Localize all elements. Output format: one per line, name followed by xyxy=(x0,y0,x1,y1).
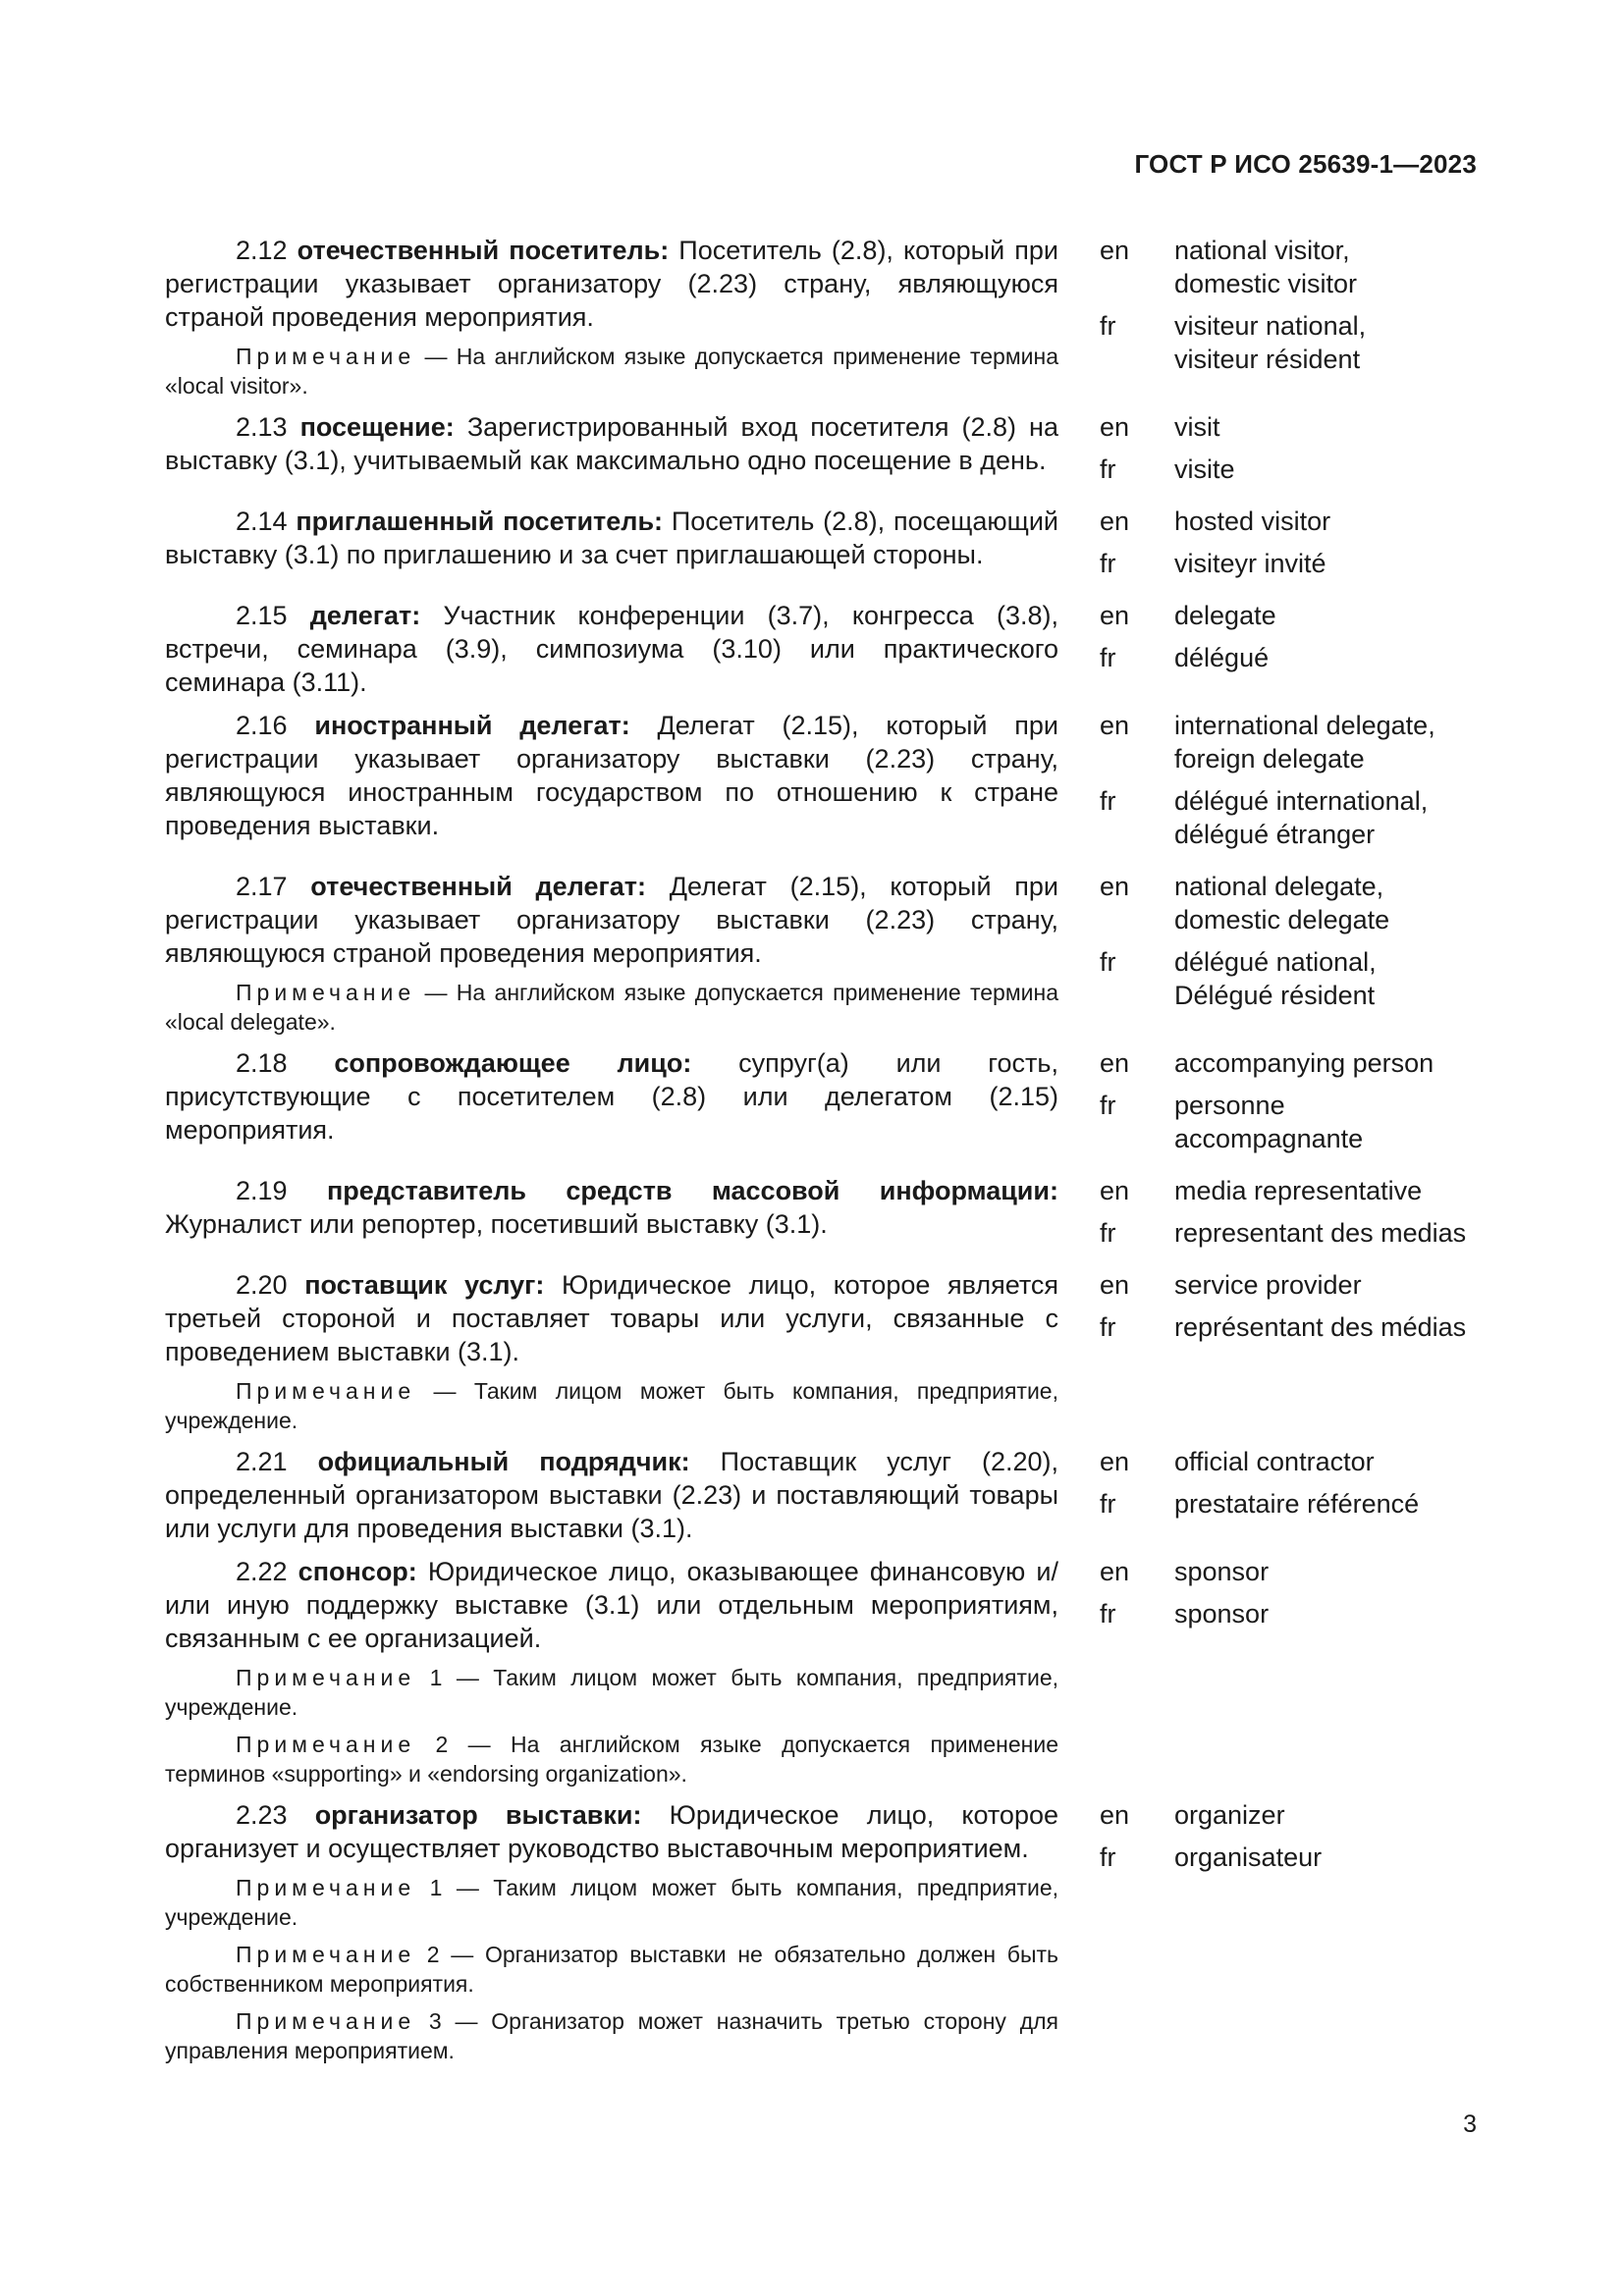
term-definition xyxy=(165,870,1058,970)
equivalent-fr xyxy=(1100,1089,1481,1155)
equivalent-terms xyxy=(1174,1487,1481,1521)
definition-text: Журналист или репортер, посетивший выставку (3.1). xyxy=(165,1209,828,1239)
term-definition-block xyxy=(165,505,1058,571)
term-entry xyxy=(165,1555,1481,1789)
equivalent-en xyxy=(1100,870,1481,936)
term-name: приглашенный посетитель: xyxy=(296,507,664,536)
term-definition xyxy=(165,1798,1058,1865)
language-code: en xyxy=(1100,1447,1130,1476)
equivalent-terms xyxy=(1174,599,1481,632)
term-entry xyxy=(165,1798,1481,2065)
term-name: иностранный делегат: xyxy=(314,711,630,740)
term-note xyxy=(165,1376,1058,1435)
equivalent-fr xyxy=(1100,1841,1481,1874)
note-text: 2 — На английском языке допускается применение терминов «supporting» и «endorsing organization». xyxy=(165,1732,1058,1787)
term-name: делегат: xyxy=(309,601,421,630)
definition-text: Посетитель (2.8), посещающий выставку (3.1) по приглашению и за счет приглашающей стороны. xyxy=(165,507,1058,569)
term-note xyxy=(165,2006,1058,2065)
equivalent-terms xyxy=(1174,1555,1481,1588)
equivalent-term: délégué étranger xyxy=(1174,820,1376,849)
note-label: Примечание xyxy=(236,1732,416,1757)
language-code: fr xyxy=(1100,311,1116,341)
note-label: Примечание xyxy=(236,1942,416,1967)
term-number: 2.19 xyxy=(236,1176,288,1205)
language-code: fr xyxy=(1100,1599,1116,1629)
language-code: en xyxy=(1100,872,1130,901)
equivalent-terms xyxy=(1174,1445,1481,1478)
equivalent-terms xyxy=(1174,784,1481,851)
equivalent-term: visiteyr invité xyxy=(1174,549,1326,578)
term-number: 2.12 xyxy=(236,236,288,265)
term-entry xyxy=(165,505,1481,589)
equivalent-en xyxy=(1100,1046,1481,1080)
equivalent-en xyxy=(1100,1445,1481,1478)
equivalent-term: visiteur national, xyxy=(1174,311,1367,341)
equivalent-term: delegate xyxy=(1174,601,1276,630)
term-definition-block xyxy=(165,1046,1058,1147)
equivalents xyxy=(1100,1798,1481,1883)
language-code: fr xyxy=(1100,1842,1116,1872)
equivalent-en xyxy=(1100,709,1481,775)
term-note xyxy=(165,1940,1058,1999)
standard-header: ГОСТ Р ИСО 25639-1—2023 xyxy=(1134,149,1477,179)
equivalent-term: domestic delegate xyxy=(1174,905,1390,934)
term-definition-block xyxy=(165,709,1058,842)
term-number: 2.20 xyxy=(236,1270,288,1300)
note-text: 1 — Таким лицом может быть компания, предприятие, учреждение. xyxy=(165,1665,1058,1720)
note-text: 2 — Организатор выставки не обязательно должен быть собственником мероприятия. xyxy=(165,1942,1058,1997)
equivalent-term: délégué international, xyxy=(1174,786,1429,816)
equivalent-terms xyxy=(1174,410,1481,444)
equivalent-term: service provider xyxy=(1174,1270,1362,1300)
term-entry xyxy=(165,1046,1481,1164)
language-code: fr xyxy=(1100,947,1116,977)
term-definition xyxy=(165,1445,1058,1545)
term-definition xyxy=(165,709,1058,842)
note-label: Примечание xyxy=(236,1875,416,1900)
equivalents xyxy=(1100,1174,1481,1258)
term-entry xyxy=(165,1174,1481,1258)
language-code: fr xyxy=(1100,786,1116,816)
equivalent-en xyxy=(1100,410,1481,444)
equivalent-term: international delegate, xyxy=(1174,711,1435,740)
language-code: en xyxy=(1100,1176,1130,1205)
equivalent-term: accompagnante xyxy=(1174,1124,1364,1153)
term-definition xyxy=(165,234,1058,334)
equivalent-en xyxy=(1100,1174,1481,1207)
term-name: сопровождающее лицо: xyxy=(334,1048,692,1078)
term-entry xyxy=(165,599,1481,699)
term-definition xyxy=(165,1268,1058,1368)
equivalent-terms xyxy=(1174,505,1481,538)
language-code: fr xyxy=(1100,549,1116,578)
language-code: en xyxy=(1100,711,1130,740)
language-code: fr xyxy=(1100,643,1116,672)
equivalent-terms xyxy=(1174,1268,1481,1302)
equivalent-term: national delegate, xyxy=(1174,872,1384,901)
note-text: — На английском языке допускается применение термина «local delegate». xyxy=(165,980,1058,1035)
equivalent-fr xyxy=(1100,453,1481,486)
note-text: 1 — Таким лицом может быть компания, предприятие, учреждение. xyxy=(165,1875,1058,1930)
language-code: en xyxy=(1100,601,1130,630)
term-number: 2.23 xyxy=(236,1800,288,1830)
equivalent-term: représentant des médias xyxy=(1174,1312,1467,1342)
term-definition xyxy=(165,599,1058,699)
definition-text: Поставщик услуг (2.20), определенный организатором выставки (2.23) и поставляющий товары или услуги для проведения выставки (3.1). xyxy=(165,1447,1058,1543)
equivalent-terms xyxy=(1174,641,1481,674)
equivalents xyxy=(1100,1268,1481,1353)
equivalent-term: national visitor, xyxy=(1174,236,1350,265)
term-entry xyxy=(165,709,1481,860)
equivalent-terms xyxy=(1174,709,1481,775)
equivalent-terms xyxy=(1174,1597,1481,1630)
note-label: Примечание xyxy=(236,1378,416,1404)
term-definition xyxy=(165,1174,1058,1241)
equivalent-terms xyxy=(1174,945,1481,1012)
equivalent-term: personne xyxy=(1174,1091,1285,1120)
term-name: посещение: xyxy=(299,412,455,442)
equivalent-en xyxy=(1100,1268,1481,1302)
note-label: Примечание xyxy=(236,344,416,369)
note-text: — Таким лицом может быть компания, предприятие, учреждение. xyxy=(165,1378,1058,1433)
language-code: fr xyxy=(1100,1218,1116,1248)
term-entry xyxy=(165,234,1481,400)
term-name: представитель средств массовой информации: xyxy=(326,1176,1058,1205)
definition-text: Юридическое лицо, которое является третьей стороной и поставляет товары или услуги, связанные с проведением выставки (3.1). xyxy=(165,1270,1058,1366)
equivalent-term: Délégué résident xyxy=(1174,981,1376,1010)
term-definition-block xyxy=(165,599,1058,699)
equivalent-term: organisateur xyxy=(1174,1842,1323,1872)
equivalents xyxy=(1100,410,1481,495)
term-definition-block xyxy=(165,1445,1058,1545)
term-definition-block xyxy=(165,410,1058,477)
term-definition-block xyxy=(165,234,1058,400)
equivalents xyxy=(1100,1445,1481,1529)
equivalent-term: media representative xyxy=(1174,1176,1423,1205)
equivalent-en xyxy=(1100,1555,1481,1588)
equivalent-term: representant des medias xyxy=(1174,1218,1467,1248)
definition-text: Делегат (2.15), который при регистрации указывает организатору выставки (2.23) страну, являющуюся страной проведения мероприятия. xyxy=(165,872,1058,968)
note-text: — На английском языке допускается применение термина «local visitor». xyxy=(165,344,1058,399)
equivalents xyxy=(1100,709,1481,860)
equivalents xyxy=(1100,234,1481,385)
equivalent-terms xyxy=(1174,1089,1481,1155)
definition-text: Посетитель (2.8), который при регистрации указывает организатору (2.23) страну, являющуюся страной проведения мероприятия. xyxy=(165,236,1058,332)
language-code: en xyxy=(1100,1048,1130,1078)
definition-text: Участник конференции (3.7), конгресса (3.8), встречи, семинара (3.9), симпозиума (3.10) или практического семинара (3.11). xyxy=(165,601,1058,697)
equivalent-terms xyxy=(1174,1174,1481,1207)
language-code: en xyxy=(1100,1557,1130,1586)
term-number: 2.17 xyxy=(236,872,288,901)
equivalent-en xyxy=(1100,1798,1481,1832)
term-name: отечественный делегат: xyxy=(310,872,646,901)
equivalent-term: visiteur résident xyxy=(1174,345,1361,374)
page-number: 3 xyxy=(1463,2110,1477,2138)
equivalent-en xyxy=(1100,599,1481,632)
equivalent-fr xyxy=(1100,784,1481,851)
term-definition xyxy=(165,410,1058,477)
equivalent-term: délégué national, xyxy=(1174,947,1377,977)
language-code: fr xyxy=(1100,454,1116,484)
term-note xyxy=(165,1663,1058,1722)
equivalent-fr xyxy=(1100,1216,1481,1250)
term-name: организатор выставки: xyxy=(314,1800,642,1830)
equivalent-fr xyxy=(1100,1597,1481,1630)
term-definition-block xyxy=(165,1268,1058,1435)
term-entry xyxy=(165,870,1481,1037)
equivalent-terms xyxy=(1174,309,1481,376)
note-text: 3 — Организатор может назначить третью сторону для управления мероприятием. xyxy=(165,2008,1058,2063)
equivalent-fr xyxy=(1100,1310,1481,1344)
equivalent-term: sponsor xyxy=(1174,1557,1270,1586)
equivalents xyxy=(1100,1046,1481,1164)
term-note xyxy=(165,1873,1058,1932)
equivalent-fr xyxy=(1100,945,1481,1012)
equivalent-terms xyxy=(1174,1216,1481,1250)
equivalent-term: sponsor xyxy=(1174,1599,1270,1629)
term-definition xyxy=(165,1555,1058,1655)
definition-text: Юридическое лицо, которое организует и осуществляет руководство выставочным мероприятием. xyxy=(165,1800,1058,1863)
equivalent-terms xyxy=(1174,234,1481,300)
language-code: en xyxy=(1100,412,1130,442)
language-code: en xyxy=(1100,236,1130,265)
equivalent-term: visite xyxy=(1174,454,1235,484)
term-number: 2.16 xyxy=(236,711,288,740)
term-number: 2.15 xyxy=(236,601,288,630)
equivalent-en xyxy=(1100,505,1481,538)
term-number: 2.14 xyxy=(236,507,288,536)
equivalent-term: domestic visitor xyxy=(1174,269,1358,298)
term-definition-block xyxy=(165,1555,1058,1789)
term-definition xyxy=(165,1046,1058,1147)
term-number: 2.22 xyxy=(236,1557,288,1586)
language-code: fr xyxy=(1100,1091,1116,1120)
equivalents xyxy=(1100,870,1481,1021)
equivalents xyxy=(1100,1555,1481,1639)
equivalent-terms xyxy=(1174,453,1481,486)
term-number: 2.13 xyxy=(236,412,288,442)
term-number: 2.18 xyxy=(236,1048,288,1078)
note-label: Примечание xyxy=(236,1665,416,1690)
term-name: официальный подрядчик: xyxy=(317,1447,690,1476)
equivalents xyxy=(1100,599,1481,683)
language-code: en xyxy=(1100,1270,1130,1300)
term-entry xyxy=(165,1445,1481,1545)
definition-text: Делегат (2.15), который при регистрации указывает организатору выставки (2.23) страну, являющуюся иностранным государством по отношению к стране проведения выставки. xyxy=(165,711,1058,840)
terms-list xyxy=(165,234,1481,2075)
term-name: поставщик услуг: xyxy=(304,1270,545,1300)
equivalent-term: prestataire référencé xyxy=(1174,1489,1420,1519)
definition-text: Зарегистрированный вход посетителя (2.8) на выставку (3.1), учитываемый как максимально одно посещение в день. xyxy=(165,412,1058,475)
term-definition-block xyxy=(165,870,1058,1037)
equivalent-fr xyxy=(1100,641,1481,674)
equivalent-fr xyxy=(1100,1487,1481,1521)
equivalent-term: foreign delegate xyxy=(1174,744,1365,774)
term-number: 2.21 xyxy=(236,1447,288,1476)
equivalent-fr xyxy=(1100,547,1481,580)
equivalent-terms xyxy=(1174,1798,1481,1832)
equivalent-term: délégué xyxy=(1174,643,1270,672)
equivalent-term: hosted visitor xyxy=(1174,507,1331,536)
equivalent-en xyxy=(1100,234,1481,300)
note-label: Примечание xyxy=(236,2008,416,2034)
term-note xyxy=(165,978,1058,1037)
equivalent-terms xyxy=(1174,870,1481,936)
term-definition xyxy=(165,505,1058,571)
definition-text: супруг(а) или гость, присутствующие с посетителем (2.8) или делегатом (2.15) мероприятия. xyxy=(165,1048,1058,1145)
term-entry xyxy=(165,1268,1481,1435)
equivalent-terms xyxy=(1174,547,1481,580)
term-definition-block xyxy=(165,1174,1058,1241)
term-name: спонсор: xyxy=(298,1557,417,1586)
term-definition-block xyxy=(165,1798,1058,2065)
equivalent-term: visit xyxy=(1174,412,1220,442)
equivalent-term: accompanying person xyxy=(1174,1048,1435,1078)
term-entry xyxy=(165,410,1481,495)
term-note xyxy=(165,342,1058,400)
equivalent-term: official contractor xyxy=(1174,1447,1375,1476)
language-code: en xyxy=(1100,1800,1130,1830)
definition-text: Юридическое лицо, оказывающее финансовую и/или иную поддержку выставке (3.1) или отдельным мероприятиям, связанным с ее организацией. xyxy=(165,1557,1058,1653)
equivalents xyxy=(1100,505,1481,589)
language-code: en xyxy=(1100,507,1130,536)
equivalent-terms xyxy=(1174,1310,1481,1344)
equivalent-term: organizer xyxy=(1174,1800,1285,1830)
equivalent-fr xyxy=(1100,309,1481,376)
equivalent-terms xyxy=(1174,1841,1481,1874)
language-code: fr xyxy=(1100,1312,1116,1342)
term-name: отечественный посетитель: xyxy=(297,236,670,265)
note-label: Примечание xyxy=(236,980,416,1005)
language-code: fr xyxy=(1100,1489,1116,1519)
term-note xyxy=(165,1730,1058,1789)
equivalent-terms xyxy=(1174,1046,1481,1080)
